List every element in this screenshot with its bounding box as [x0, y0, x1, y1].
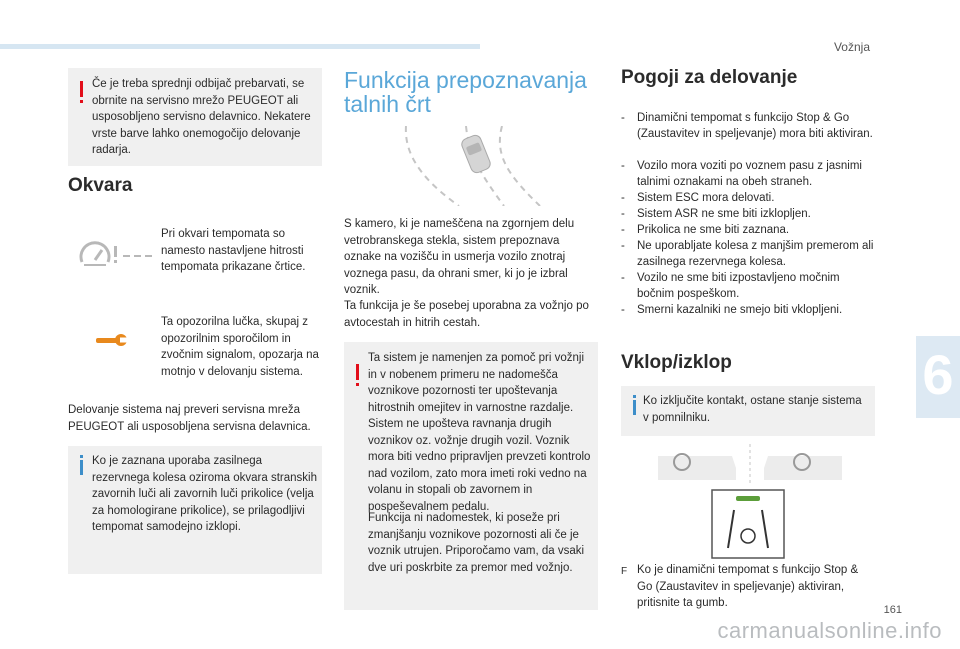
heading-conditions: Pogoji za delovanje: [621, 67, 798, 88]
wrench-icon: [94, 330, 128, 355]
info-box-memory: [621, 386, 875, 436]
service-check-text: Delovanje sistema naj preveri servisna mreža PEUGEOT ali usposobljena servisna delavnica.: [68, 404, 311, 433]
warning-icon: [356, 364, 359, 380]
header-bar: [0, 44, 480, 49]
list-item: - Ne uporabljate kolesa z manjšim premerom ali zasilnega rezervnega kolesa.: [621, 238, 877, 270]
action-mark: F: [621, 566, 628, 577]
section-title: Vožnja: [833, 40, 870, 54]
lane-illustration: [344, 126, 596, 211]
heading-onoff: Vklop/izklop: [621, 352, 732, 373]
lane-intro2-text: Ta funkcija je še posebej uporabna za vožnjo po avtocestah in hitrih cestah.: [344, 300, 589, 329]
list-item: - Prikolica ne sme biti zaznana.: [621, 222, 877, 238]
list-item: - Vozilo ne sme biti izpostavljeno močnim bočnim pospeškom.: [621, 270, 877, 302]
fault-lamp-text: Ta opozorilna lučka, skupaj z opozorilnim sporočilom in zvočnim signalom, opozarja na motnjo v delovanju sistema.: [161, 316, 319, 378]
speedometer-dashes-icon: [78, 236, 158, 277]
warning-box-radar: [68, 68, 322, 166]
memory-info-text: Ko izključite kontakt, ostane stanje sistema v pomnilniku.: [643, 395, 862, 424]
dashboard-button-illustration: [652, 444, 848, 569]
list-item: - Sistem ESC mora delovati.: [621, 190, 877, 206]
page-number: 161: [883, 604, 902, 616]
info-icon: [80, 460, 83, 475]
heading-lane-title: [344, 68, 587, 116]
info-icon: [633, 400, 636, 415]
lane-warning-text: Ta sistem je namenjen za pomoč pri vožnji in v nobenem primeru ne nadomešča voznikove pozornosti ter upoštevanja hitrostnih omejitev in varnostne razdalje. Sistem ne upošteva ravnanja drugih voznikov oz. vožnje drugih vozil. Voznik mora biti vedno pripravljen prevzeti kontrolo nad vozilom, zato mora imeti roki vedno na volanu in stopali ob zavornem in pospeševalnem pedalu.: [368, 352, 591, 513]
press-button-text: Ko je dinamični tempomat s funkcijo Stop & Go (Zaustavitev in speljevanje) aktiviran, pritisnite ta gumb.: [637, 564, 859, 609]
list-item: - Vozilo mora voziti po voznem pasu z jasnimi talnimi oznakami na obeh straneh.: [621, 158, 877, 190]
lane-intro-text: S kamero, ki je nameščena na zgornjem delu vetrobranskega stekla, sistem prepoznava oznake na vozišču in usmerja vozilo znotraj voznega pasu, da ohrani smer, ki jo je izbral voznik.: [344, 218, 575, 296]
warning-icon: [80, 81, 83, 97]
list-item: - Smerni kazalniki ne smejo biti vklopljeni.: [621, 302, 877, 318]
heading-lane-line1: Funkcija prepoznavanja: [344, 67, 587, 93]
warning-radar-text: Če je treba sprednji odbijač prebarvati, se obrnite na servisno mrežo PEUGEOT ali usposobljeno servisno delavnico. Nekatere vrste barve lahko onemogočijo delovanje radarja.: [92, 78, 311, 156]
list-item: - Dinamični tempomat s funkcijo Stop & Go (Zaustavitev in speljevanje) mora biti aktiviran.: [621, 110, 877, 158]
info-box-spare-wheel: [68, 446, 322, 574]
chapter-tab: [916, 336, 960, 418]
conditions-list: [621, 110, 877, 318]
heading-lane-line2: talnih črt: [344, 91, 431, 117]
info-spare-wheel-text: Ko je zaznana uporaba zasilnega rezervnega kolesa oziroma okvara stranskih zavornih luči ali zavornih luči prikolice (velja za homologirane prikolice), se prilagodljivi tempomat samodejno izklopi.: [92, 455, 317, 533]
heading-okvara: Okvara: [68, 175, 133, 196]
fault-dashes-text: Pri okvari tempomata so namesto nastavljene hitrosti tempomata prikazane črtice.: [161, 228, 306, 273]
lane-warning2-text: Funkcija ni nadomestek, ki poseže pri zmanjšanju voznikove pozornosti ali če je voznik utrujen. Priporočamo vam, da vsaki dve uri poskrbite za premor med vožnjo.: [368, 512, 585, 574]
warning-box-lane: [344, 342, 598, 610]
watermark: carmanualsonline.info: [717, 618, 942, 643]
chapter-number: 6: [922, 343, 954, 406]
list-item: - Sistem ASR ne sme biti izklopljen.: [621, 206, 877, 222]
